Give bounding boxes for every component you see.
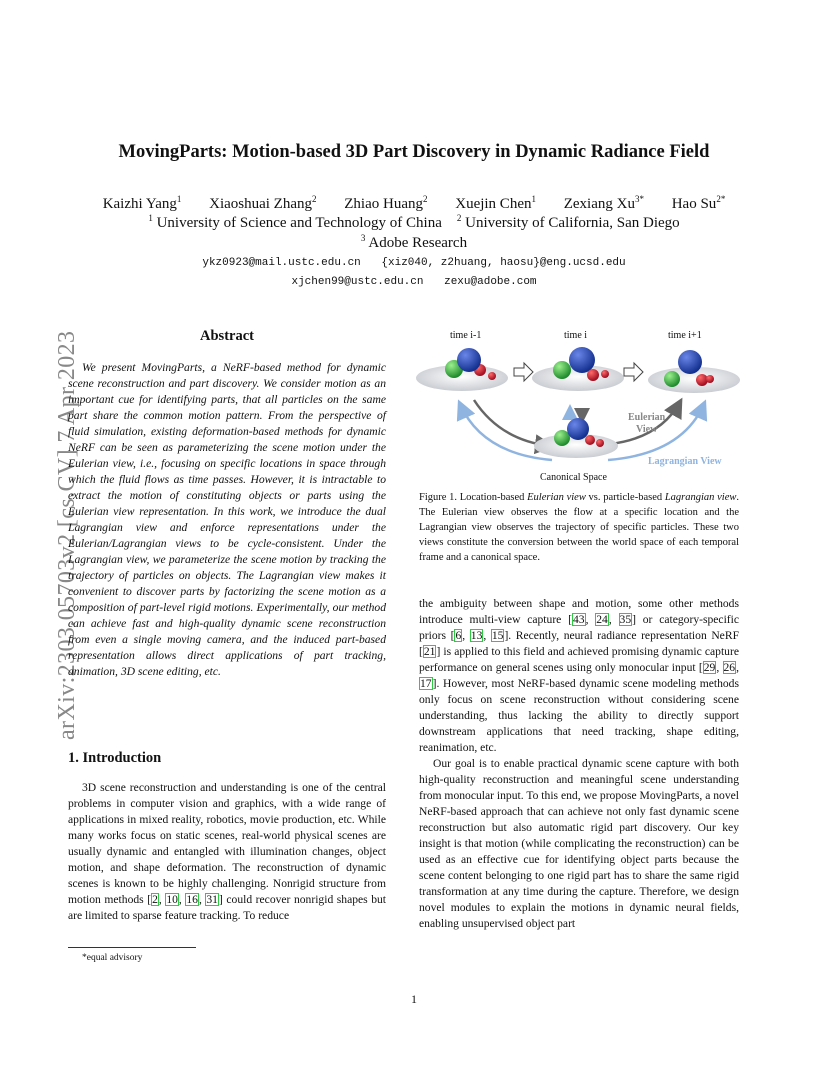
citation-link[interactable]: 17 — [420, 677, 432, 690]
eulerian-arrow-icon — [610, 402, 680, 444]
author-list — [0, 194, 828, 213]
arrow-right-icon — [514, 363, 533, 381]
affiliation-ucsd: University of California, San Diego — [465, 215, 680, 231]
email-line-2 — [0, 276, 828, 288]
eulerian-arrow-icon — [474, 400, 550, 446]
author: Zhiao Huang$^2$ — [344, 194, 428, 212]
figure-1-diagram — [410, 322, 750, 487]
arxiv-id: arXiv:2303.05703v2 [cs.CV] 7 Apr 2023 — [54, 330, 80, 740]
paragraph: Our goal is to enable practical dynamic scene capture with both high-quality reconstruction and meaningful scene understanding from monocular input. To this end, we propose MovingParts, a novel NeRF-based approach that can achieve not only fast dynamic scene reconstruction but also automatic rigid part discovery. Our key insight is that motion (while complicating the reconstruction) can be used as an effective cue for identifying object parts because the scene content belonging to one rigid part has to share the same rigid transformation at any time during the capture. Therefore, we design novel modules to explain the motions in dynamic neural fields, enabling unsupervised object part — [419, 757, 740, 930]
affiliation-adobe: Adobe Research — [368, 235, 468, 251]
label-lagrangian: Lagrangian View — [648, 456, 722, 467]
author: Hao $Su^{2*}$ — [671, 194, 726, 212]
arrow-right-icon — [624, 363, 643, 381]
intro-paragraph: 3D scene reconstruction and understanding is one of the central problems in computer vision and graphics, with a wide range of applications in mixed reality, robotics, movie production, etc. While many works focus on static scenes, real-world physical scenes are usually dynamic and entangled with illumination changes, object motion, and shape deformation. The reconstruction of dynamic scenes is known to be highly challenging. Nonrigid structure from motion methods [2, 10, 16, 31] could recover nonrigid shapes but are limited to sparse feature tracking. To reduce — [68, 781, 387, 922]
affiliation-ustc: University of Science and Technology of China — [156, 215, 442, 231]
citation-link[interactable]: 43 — [572, 613, 585, 626]
email: zexu@adobe.com — [444, 276, 537, 288]
citation-link[interactable]: 26 — [723, 661, 736, 674]
citation-link[interactable]: 10 — [166, 893, 178, 906]
affiliation-line-2: $^3$ Adobe Research — [360, 233, 468, 251]
citation-link[interactable]: 21 — [423, 645, 436, 658]
scene-canonical — [534, 418, 618, 458]
label-eulerian: Eulerian View — [628, 412, 666, 435]
footnote: *equal advisory — [82, 953, 143, 963]
email: xjchen99@ustc.edu.cn — [291, 276, 424, 288]
footnote-rule — [68, 947, 196, 948]
author: Kaizhi Yang$^1$ — [102, 194, 182, 212]
label-time-cur: time i — [564, 330, 588, 341]
email: {xiz040, z2huang, haosu}@eng.ucsd.edu — [381, 257, 626, 269]
scene-frame-prev — [416, 348, 508, 391]
arxiv-stamp — [20, 290, 80, 740]
citation-link[interactable]: 15 — [491, 629, 504, 642]
scene-frame-cur — [532, 347, 624, 391]
author: Xuejin Chen$^1$ — [455, 194, 536, 212]
author: Xiaoshuai Zhang$^2$ — [209, 194, 317, 212]
citation-link[interactable]: 24 — [596, 613, 608, 626]
figure-1 — [410, 322, 750, 487]
figure-1-caption: Figure 1. Location-based Eulerian view vs. particle-based Lagrangian view. The Eulerian view observes the flow at a specific location and the Lagrangian view observes the trajectory of specific particles. These two views constitute the conversion between the world space of each temporal frame and a canonical space. — [419, 492, 739, 563]
affiliation-line-1: $^1$ University of Science and Technology of China $^2$ University of California, San Diego — [148, 213, 680, 231]
citation-link[interactable]: 16 — [186, 893, 198, 906]
abstract-text: We present MovingParts, a NeRF-based method for dynamic scene reconstruction and part discovery. We consider motion as an important cue for identifying parts, that all particles on the same part share the common motion pattern. From the perspective of fluid simulation, existing deformation-based methods for dynamic NeRF can be seen as parameterizing the scene motion under the Eulerian view, i.e., focusing on specific locations in space through which the fluid flows as time passes. However, it is intractable to extract the motion of constituting objects or parts using the Eulerian view representation. In this work, we introduce the dual Lagrangian view and enforce representations under the Eulerian/Lagrangian views to be cycle-consistent. Under the Lagrangian view, we parameterize the scene motion by tracking the trajectory of particles on objects. The Lagrangian view makes it convenient to discover parts by factorizing the scene motion as a composition of part-level rigid motions. Experimentally, our method can achieve fast and high-quality dynamic scene reconstruction from even a single moving camera, and the induced part-based representation allows direct applications of part tracking, animation, 3D scene editing, etc. — [68, 361, 386, 678]
label-time-next: time i+1 — [668, 330, 702, 341]
email: ykz0923@mail.ustc.edu.cn — [202, 257, 361, 269]
citation-link[interactable]: 29 — [703, 661, 716, 674]
abstract-heading: Abstract — [200, 328, 254, 344]
citation-link[interactable]: 2 — [152, 893, 158, 906]
label-canonical: Canonical Space — [540, 472, 607, 483]
paper-title: MovingParts: Motion-based 3D Part Discovery in Dynamic Radiance Field — [118, 142, 710, 162]
page-number: 1 — [411, 992, 417, 1006]
section-heading-introduction: 1. Introduction — [68, 750, 162, 766]
citation-link[interactable]: 31 — [206, 893, 218, 906]
citation-link[interactable]: 13 — [470, 629, 483, 642]
right-column-text — [419, 596, 739, 932]
citation-link[interactable]: 35 — [619, 613, 632, 626]
scene-frame-next — [648, 350, 740, 393]
citation-link[interactable]: 6 — [455, 629, 462, 642]
email-line-1 — [0, 257, 828, 269]
paragraph: the ambiguity between shape and motion, some other methods introduce multi-view capture [43, 24, 35] or category-specific priors [6, 13, 15]. Recently, neural radiance representation NeRF [21] is applied to this field and achieved promising dynamic capture performance on general scenes using only monocular input [29, 26, 17]. However, most NeRF-based dynamic scene modeling methods only focus on scene reconstruction without considering scene understanding, thus lacking the ability to directly support downstream applications that need tracking, shape editing, reanimation, etc. — [419, 597, 740, 754]
label-time-prev: time i-1 — [450, 330, 482, 341]
author: Zexiang $Xu^{3*}$ — [563, 194, 644, 212]
